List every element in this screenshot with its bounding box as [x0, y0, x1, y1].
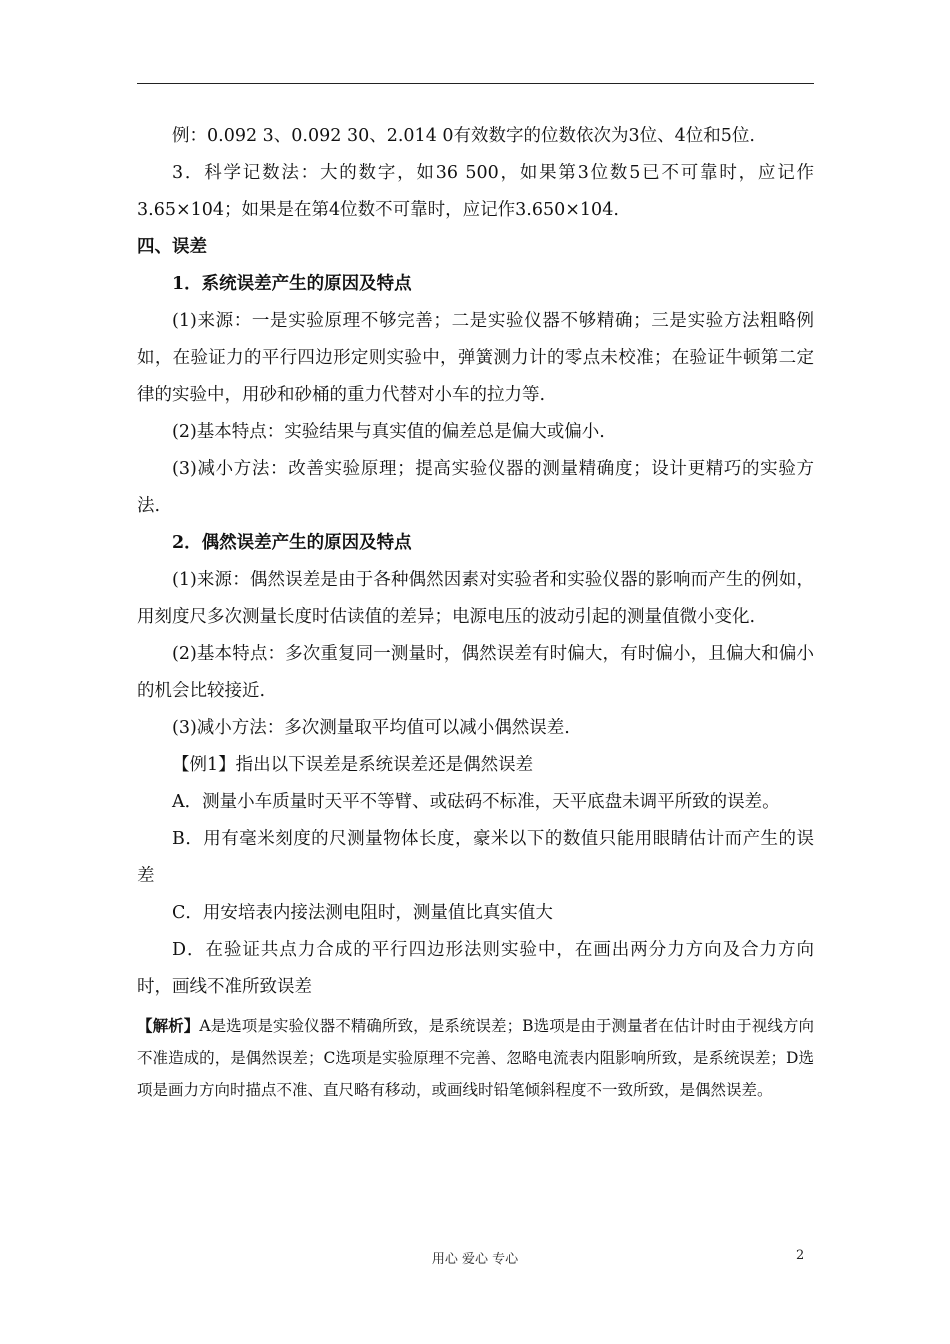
analysis-paragraph [137, 1010, 814, 1106]
header-rule [137, 83, 814, 84]
paragraph-random-feature: (2)基本特点：多次重复同一测量时，偶然误差有时偏大，有时偏小，且偏大和偏小的机会比较接近. [137, 644, 814, 701]
paragraph-random-reduce: (3)减小方法：多次测量取平均值可以减小偶然误差. [172, 718, 570, 738]
paragraph-sig-fig-example: 例：0.092 3、0.092 30、2.014 0有效数字的位数依次为3位、4位和5位. [172, 126, 755, 146]
option-c: C．用安培表内接法测电阻时，测量值比真实值大 [172, 903, 553, 923]
analysis-text: A是选项是实验仪器不精确所致，是系统误差；B选项是由于测量者在估计时由于视线方向不准造成的，是偶然误差；C选项是实验原理不完善、忽略电流表内阻影响所致，是系统误差；D选项是画力方向时描点不准、直尺略有移动，或画线时铅笔倾斜程度不一致所致，是偶然误差。 [137, 1017, 814, 1099]
option-d: D．在验证共点力合成的平行四边形法则实验中，在画出两分力方向及合力方向时，画线不准所致误差 [137, 940, 814, 997]
paragraph-random-source: (1)来源：偶然误差是由于各种偶然因素对实验者和实验仪器的影响而产生的例如，用刻度尺多次测量长度时估读值的差异；电源电压的波动引起的测量值微小变化. [137, 570, 814, 627]
paragraph-systematic-reduce: (3)减小方法：改善实验原理；提高实验仪器的测量精确度；设计更精巧的实验方法. [137, 459, 814, 516]
example-question: 【例1】指出以下误差是系统误差还是偶然误差 [172, 755, 534, 775]
paragraph-scientific-notation: 3．科学记数法：大的数字，如36 500，如果第3位数5已不可靠时，应记作3.65×104；如果是在第4位数不可靠时，应记作3.650×104. [137, 163, 814, 220]
subheading-systematic-error: 1．系统误差产生的原因及特点 [172, 274, 412, 294]
subheading-random-error: 2．偶然误差产生的原因及特点 [172, 533, 412, 553]
page-number: 2 [796, 1248, 805, 1263]
section-heading-error: 四、误差 [137, 237, 207, 257]
option-a: A．测量小车质量时天平不等臂、或砝码不标准，天平底盘未调平所致的误差。 [172, 792, 780, 812]
analysis-tag: 【解析】 [137, 1016, 200, 1035]
paragraph-systematic-feature: (2)基本特点：实验结果与真实值的偏差总是偏大或偏小. [172, 422, 605, 442]
footer-motto: 用心 爱心 专心 [431, 1252, 519, 1267]
paragraph-systematic-source: (1)来源：一是实验原理不够完善；二是实验仪器不够精确；三是实验方法粗略例如，在验证力的平行四边形定则实验中，弹簧测力计的零点未校准；在验证牛顿第二定律的实验中，用砂和砂桶的重力代替对小车的拉力等. [137, 311, 814, 405]
option-b: B．用有毫米刻度的尺测量物体长度，豪米以下的数值只能用眼睛估计而产生的误差 [137, 829, 814, 886]
document-body [137, 118, 814, 1106]
